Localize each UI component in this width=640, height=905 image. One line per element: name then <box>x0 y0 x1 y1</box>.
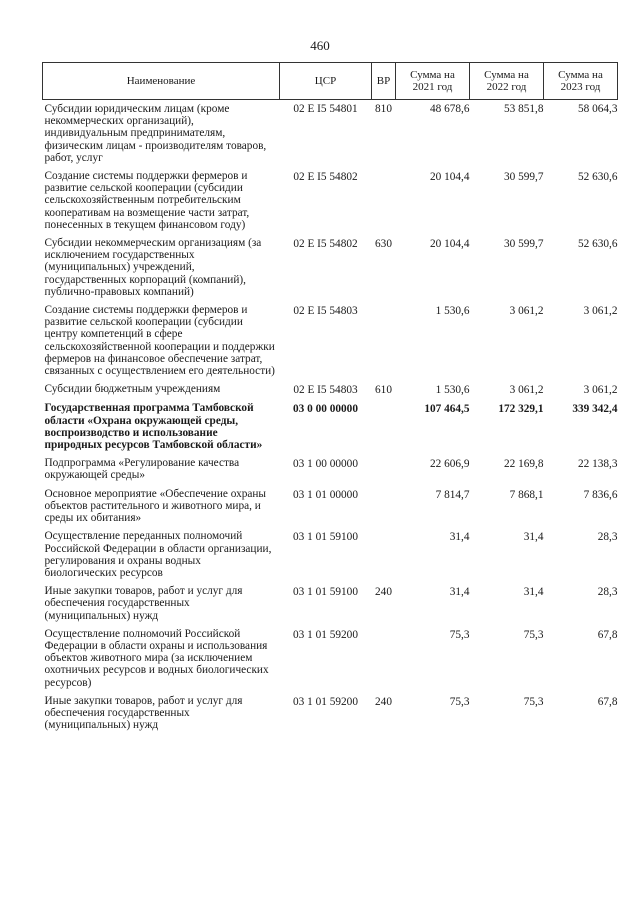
cell-sum-2021: 31,4 <box>449 531 470 544</box>
table-row <box>43 100 618 171</box>
cell-name: Субсидии юридическим лицам (кроме некоммерческих организаций), индивидуальным предпринимателям, физическим лицам - производителям товаров, работ, услуг <box>44 103 267 164</box>
table-header <box>43 63 618 100</box>
table-body <box>43 100 618 738</box>
table-row <box>43 383 618 402</box>
cell-sum-2022: 172 329,1 <box>498 403 544 416</box>
cell-sum-2022: 3 061,2 <box>509 384 544 397</box>
cell-sum-2021: 107 464,5 <box>424 403 470 416</box>
table-row <box>43 237 618 304</box>
cell-sum-2022: 31,4 <box>523 586 544 599</box>
header-sum-2021: Сумма на 2021 год <box>396 63 470 100</box>
cell-name: Подпрограмма «Регулирование качества окружающей среды» <box>44 457 240 482</box>
cell-csr: 02 Е I5 54802 <box>293 238 358 251</box>
cell-vr: 630 <box>375 238 392 251</box>
cell-name: Осуществление переданных полномочий Российской Федерации в области организации, регулирования и охраны водных биологических ресурсов <box>44 530 272 579</box>
cell-csr: 03 1 00 00000 <box>293 458 358 471</box>
cell-sum-2022: 31,4 <box>523 531 544 544</box>
header-vr: ВР <box>372 63 396 100</box>
cell-csr: 02 Е I5 54803 <box>293 384 358 397</box>
cell-sum-2022: 30 599,7 <box>503 238 544 251</box>
cell-sum-2023: 22 138,3 <box>577 458 618 471</box>
cell-sum-2021: 22 606,9 <box>429 458 470 471</box>
budget-table <box>42 62 618 737</box>
cell-csr: 02 Е I5 54801 <box>293 103 358 115</box>
cell-vr: 810 <box>375 103 392 115</box>
cell-sum-2021: 31,4 <box>449 586 470 599</box>
cell-sum-2023: 52 630,6 <box>577 238 618 251</box>
cell-csr: 02 Е I5 54803 <box>293 305 358 318</box>
cell-sum-2023: 28,3 <box>597 586 618 599</box>
table-row <box>43 585 618 628</box>
cell-sum-2021: 1 530,6 <box>435 384 470 397</box>
cell-vr <box>372 402 396 457</box>
cell-sum-2021: 75,3 <box>449 628 470 641</box>
cell-sum-2022: 3 061,2 <box>509 305 544 318</box>
cell-sum-2023: 58 064,3 <box>577 103 618 115</box>
table-row <box>43 488 618 531</box>
cell-vr <box>372 488 396 531</box>
table-row <box>43 695 618 738</box>
cell-sum-2022: 22 169,8 <box>503 458 544 471</box>
table-row <box>43 628 618 695</box>
cell-name: Осуществление полномочий Российской Федерации в области охраны и использования объектов животного мира (за исключением охотничьих ресурсов и водных биологических ресурсов) <box>44 627 269 689</box>
cell-sum-2023: 67,8 <box>597 628 618 641</box>
cell-csr: 03 1 01 59200 <box>293 695 358 708</box>
cell-sum-2022: 75,3 <box>523 628 544 641</box>
cell-vr <box>372 530 396 585</box>
header-sum-2023: Сумма на 2023 год <box>544 63 618 100</box>
table-row <box>43 530 618 585</box>
table-row <box>43 170 618 237</box>
cell-name: Создание системы поддержки фермеров и развитие сельской кооперации (субсидии сельскохозяйственным потребительским кооперативам на возмещение части затрат, понесенных в текущем финансовом году) <box>44 170 250 231</box>
cell-vr <box>372 170 396 237</box>
cell-sum-2021: 20 104,4 <box>429 171 470 184</box>
cell-name: Основное мероприятие «Обеспечение охраны объектов растительного и животного мира, и среды их обитания» <box>44 487 267 525</box>
cell-csr: 03 1 01 59100 <box>293 531 358 544</box>
cell-sum-2021: 7 814,7 <box>435 488 470 501</box>
cell-vr: 240 <box>375 586 392 599</box>
cell-vr: 240 <box>375 695 392 708</box>
cell-sum-2021: 20 104,4 <box>429 238 470 251</box>
cell-name: Субсидии некоммерческим организациям (за исключением государственных (муниципальных) учреждений, государственных корпораций (компаний), публично-правовых компаний) <box>44 237 262 298</box>
cell-vr <box>372 628 396 695</box>
cell-sum-2023: 339 342,4 <box>572 403 618 416</box>
table-row <box>43 304 618 383</box>
cell-sum-2023: 52 630,6 <box>577 171 618 184</box>
cell-name: Субсидии бюджетным учреждениям <box>44 383 221 396</box>
cell-sum-2021: 75,3 <box>449 695 470 708</box>
header-name: Наименование <box>43 63 280 100</box>
cell-vr <box>372 457 396 487</box>
cell-csr: 03 1 01 00000 <box>293 488 358 501</box>
cell-csr: 03 1 01 59200 <box>293 628 358 641</box>
cell-csr: 03 1 01 59100 <box>293 586 358 599</box>
cell-sum-2022: 30 599,7 <box>503 171 544 184</box>
cell-vr: 610 <box>375 384 392 397</box>
table-row <box>43 457 618 487</box>
header-csr: ЦСР <box>280 63 372 100</box>
cell-sum-2021: 1 530,6 <box>435 305 470 318</box>
cell-vr <box>372 304 396 383</box>
cell-sum-2023: 28,3 <box>597 531 618 544</box>
cell-name: Иные закупки товаров, работ и услуг для обеспечения государственных (муниципальных) нужд <box>44 694 243 732</box>
cell-csr: 02 Е I5 54802 <box>293 171 358 184</box>
cell-sum-2023: 7 836,6 <box>583 488 618 501</box>
cell-name: Иные закупки товаров, работ и услуг для обеспечения государственных (муниципальных) нужд <box>44 585 243 622</box>
cell-csr: 03 0 00 00000 <box>293 403 358 416</box>
cell-sum-2023: 67,8 <box>597 695 618 708</box>
cell-sum-2021: 48 678,6 <box>429 103 470 115</box>
header-sum-2022: Сумма на 2022 год <box>470 63 544 100</box>
cell-sum-2023: 3 061,2 <box>583 305 618 318</box>
cell-sum-2023: 3 061,2 <box>583 384 618 397</box>
cell-name: Государственная программа Тамбовской области «Охрана окружающей среды, воспроизводство и использование природных ресурсов Тамбовской области» <box>44 402 263 452</box>
cell-name: Создание системы поддержки фермеров и развитие сельской кооперации (субсидии центру компетенций в сфере сельскохозяйственной кооперации и поддержки фермеров на финансовое обеспечение затрат, связанных с осуществлением его деятельности) <box>44 304 275 378</box>
cell-sum-2022: 75,3 <box>523 695 544 708</box>
table-row <box>43 402 618 457</box>
cell-sum-2022: 7 868,1 <box>509 488 544 501</box>
cell-sum-2022: 53 851,8 <box>503 103 544 115</box>
page-number: 460 <box>310 38 330 53</box>
